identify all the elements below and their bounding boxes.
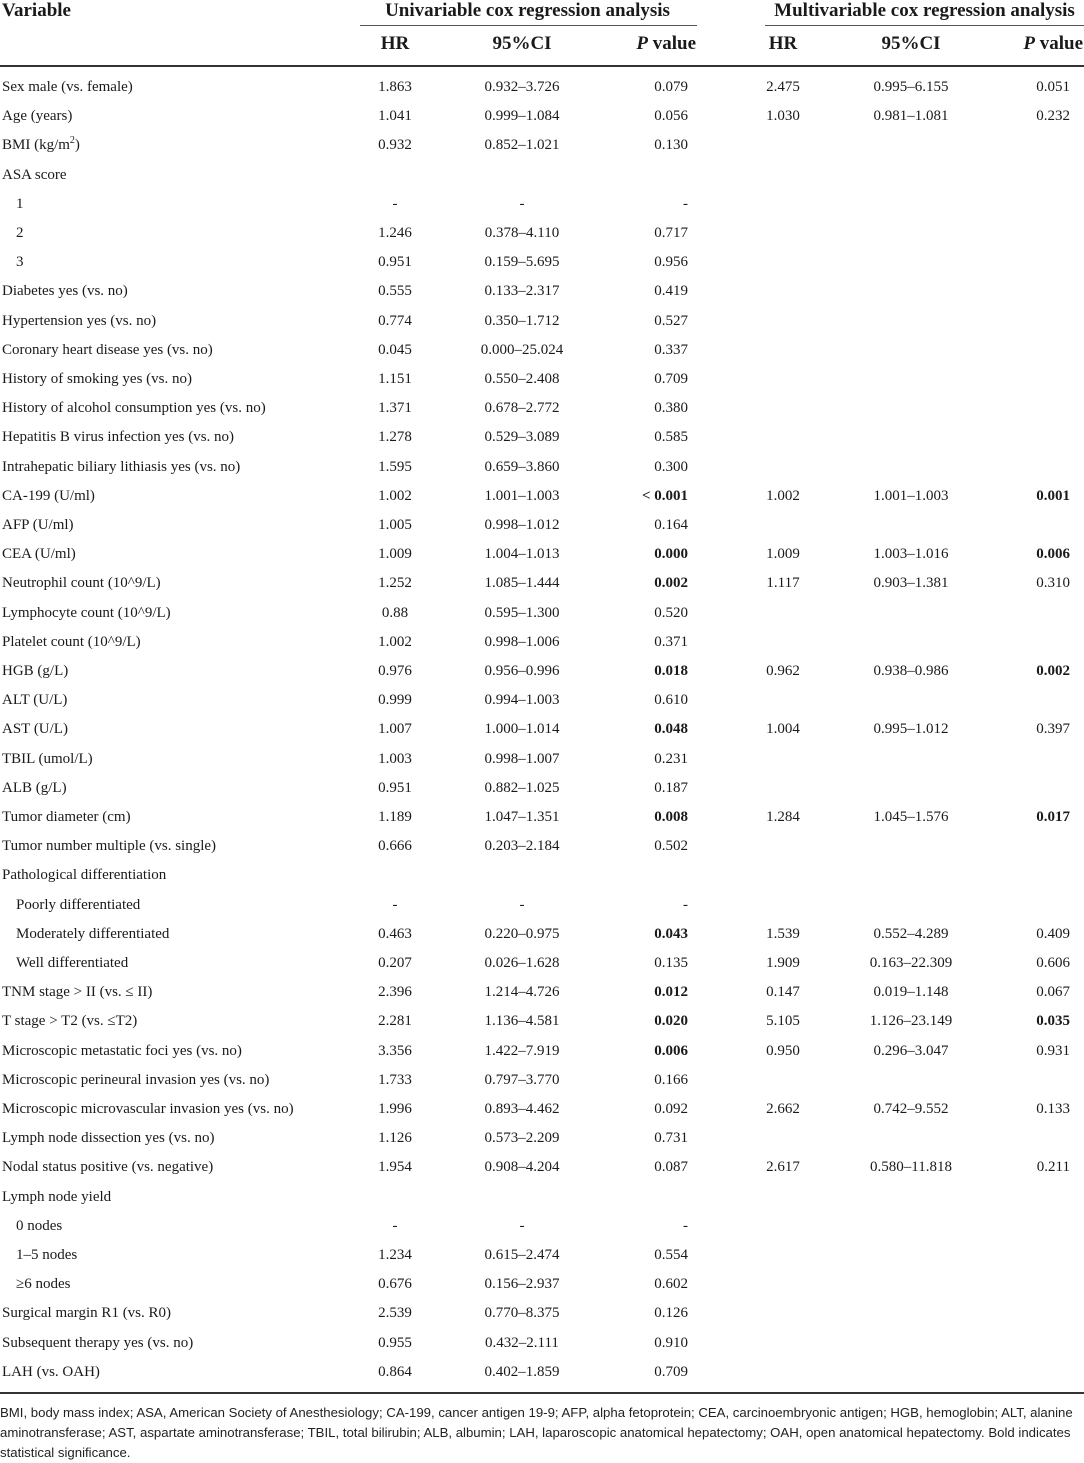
uni-p-cell: - [683, 896, 688, 913]
uni-p-cell: 0.527 [654, 312, 688, 329]
row-label [2, 720, 68, 738]
ci-header-uni: 95%CI [492, 33, 552, 54]
uni-ci-cell: 0.893–4.462 [484, 1101, 560, 1117]
uni-hr-cell: 2.281 [378, 1013, 412, 1030]
row-label [2, 341, 213, 359]
uni-p-cell: 0.043 [654, 925, 688, 942]
row-label-text: T stage > T2 (vs. ≤T2) [2, 1013, 138, 1030]
uni-hr-cell: 0.951 [378, 779, 412, 796]
multi-p-cell: 0.232 [1036, 108, 1070, 125]
row-label [2, 1363, 100, 1381]
uni-ci-cell: 0.998–1.007 [484, 750, 560, 767]
uni-ci-cell: 0.203–2.184 [484, 838, 560, 855]
uni-p-cell: 0.337 [654, 341, 688, 358]
multi-ci-cell: 0.995–1.012 [873, 721, 949, 738]
uni-p-cell: 0.135 [654, 955, 688, 971]
uni-ci-cell: 1.004–1.013 [484, 546, 560, 563]
row-label [2, 1100, 294, 1118]
uni-hr-cell: 0.932 [378, 137, 412, 154]
row-label-text: Microscopic microvascular invasion yes (vs. no) [2, 1101, 294, 1117]
row-label [16, 1275, 70, 1293]
row-label [16, 925, 169, 943]
uni-ci-cell: 0.156–2.937 [484, 1276, 560, 1293]
row-label [2, 808, 131, 826]
row-label-text: Sex male (vs. female) [2, 79, 133, 95]
uni-p-cell: 0.300 [654, 458, 688, 475]
row-label [2, 370, 192, 388]
uni-hr-cell: 1.996 [378, 1101, 412, 1117]
hr-header-uni: HR [380, 33, 410, 54]
uni-hr-cell: 1.126 [378, 1130, 412, 1147]
uni-p-cell: 0.709 [654, 1363, 688, 1380]
uni-hr-cell: 0.774 [378, 312, 412, 329]
univariable-group-header: Univariable cox regression analysis [385, 0, 670, 21]
row-label [2, 633, 141, 651]
uni-p-cell: 0.371 [654, 633, 688, 650]
uni-ci-cell: 1.136–4.581 [484, 1013, 560, 1030]
uni-hr-cell: 2.539 [378, 1305, 412, 1322]
uni-hr-cell: 3.356 [378, 1042, 412, 1059]
multi-p-cell: 0.051 [1036, 79, 1070, 95]
p-rest: value [1034, 33, 1083, 54]
row-label [16, 1217, 62, 1235]
uni-ci-cell: 0.770–8.375 [484, 1305, 560, 1322]
uni-ci-cell: 0.402–1.859 [484, 1363, 560, 1380]
row-label [2, 1304, 171, 1322]
row-label-text: Tumor number multiple (vs. single) [2, 838, 217, 855]
uni-hr-cell: 0.955 [378, 1334, 412, 1351]
row-label-text: Platelet count (10^9/L) [2, 633, 141, 650]
header-bottom-rule [0, 65, 1084, 67]
uni-p-cell: 0.709 [654, 371, 688, 387]
uni-hr-cell: - [392, 1217, 398, 1234]
uni-ci-cell: 0.595–1.300 [484, 604, 560, 621]
uni-hr-cell: 0.999 [378, 692, 412, 709]
multi-p-cell: 0.035 [1036, 1013, 1070, 1030]
uni-p-cell: 0.910 [654, 1334, 688, 1351]
multi-ci-cell: 1.045–1.576 [873, 809, 949, 825]
uni-hr-cell: 1.246 [378, 225, 412, 241]
row-label-text: Poorly differentiated [16, 896, 141, 913]
uni-ci-cell: 0.026–1.628 [484, 955, 560, 971]
row-label-text: 3 [16, 254, 24, 271]
row-label [2, 1042, 242, 1060]
multi-ci-cell: 1.126–23.149 [869, 1013, 953, 1030]
row-label [2, 574, 161, 592]
row-label [2, 1129, 214, 1147]
uni-hr-cell: 1.009 [378, 546, 412, 563]
row-label-text: Intrahepatic biliary lithiasis yes (vs. no) [2, 458, 241, 475]
multi-hr-cell: 0.147 [766, 984, 800, 1001]
uni-p-cell: 0.126 [654, 1305, 688, 1322]
row-label-text: TNM stage > II (vs. ≤ II) [2, 984, 153, 1001]
uni-ci-cell: 0.350–1.712 [484, 312, 560, 329]
row-label-text: TBIL (umol/L) [2, 750, 93, 767]
row-label-text: LAH (vs. OAH) [2, 1363, 100, 1380]
row-label-text: Hypertension yes (vs. no) [2, 312, 157, 329]
table-footnote: BMI, body mass index; ASA, American Society of Anesthesiology; CA-199, cancer antigen 19-9; AFP, alpha fetoprotein; CEA, carcinoembryonic antigen; HGB, hemoglobin; ALT, alanine aminotransferase; AST, aspartate aminotransferase; TBIL, total bilirubin; ALB, albumin; LAH, laparoscopic anatomical hepatectomy; OAH, open anatomical hepatectomy. Bold indicates statistical significance. [0, 1405, 1073, 1460]
row-label-suffix: ) [74, 137, 80, 154]
uni-ci-cell: 0.615–2.474 [484, 1247, 560, 1263]
multi-ci-cell: 0.938–0.986 [873, 663, 949, 679]
multi-p-cell: 0.001 [1036, 487, 1070, 504]
uni-p-cell: 0.056 [654, 108, 688, 125]
uni-ci-cell: 0.159–5.695 [484, 254, 560, 271]
uni-hr-cell: 0.676 [378, 1276, 412, 1293]
multi-hr-cell: 5.105 [766, 1013, 800, 1030]
uni-p-cell: 0.717 [654, 225, 688, 241]
row-label-text: HGB (g/L) [2, 663, 69, 679]
row-label-text: ≥6 nodes [16, 1276, 71, 1293]
multi-hr-cell: 1.009 [766, 546, 800, 563]
uni-hr-cell: 1.151 [378, 371, 412, 387]
multi-ci-cell: 1.003–1.016 [873, 546, 949, 563]
row-label [16, 954, 128, 972]
row-label [2, 1188, 111, 1206]
row-label-text: AFP (U/ml) [2, 517, 74, 533]
row-label [2, 866, 166, 884]
row-label-text: Subsequent therapy yes (vs. no) [2, 1334, 194, 1351]
uni-hr-cell: 0.045 [378, 341, 412, 358]
multi-hr-cell: 1.004 [766, 721, 800, 738]
row-label [2, 428, 234, 446]
hr-header-multi: HR [768, 33, 798, 54]
row-label [2, 1071, 269, 1089]
p-italic: P [636, 33, 648, 54]
row-label [2, 312, 156, 330]
row-label-text: ALT (U/L) [2, 692, 68, 709]
uni-ci-cell: 0.932–3.726 [484, 79, 560, 95]
uni-hr-cell: 1.733 [378, 1071, 412, 1088]
multi-ci-cell: 0.552–4.289 [873, 925, 949, 942]
uni-ci-cell: 0.999–1.084 [484, 108, 560, 125]
uni-p-cell: 0.092 [654, 1101, 688, 1117]
multi-hr-cell: 1.909 [766, 955, 800, 971]
uni-p-cell: 0.000 [654, 546, 688, 563]
uni-hr-cell: 1.041 [378, 108, 412, 125]
uni-ci-cell: 0.529–3.089 [484, 429, 560, 446]
table-bottom-rule [0, 1392, 1084, 1394]
row-label-text: ALB (g/L) [2, 779, 67, 796]
uni-hr-cell: 1.252 [378, 575, 412, 592]
uni-hr-cell: 1.234 [378, 1247, 412, 1263]
uni-hr-cell: 1.371 [378, 400, 412, 417]
uni-p-cell: 0.008 [654, 809, 688, 825]
uni-hr-cell: 0.463 [378, 925, 412, 942]
row-label-text: Lymph node yield [2, 1188, 112, 1205]
row-label-text: 1 [16, 195, 24, 212]
row-label-text: BMI (kg/m [2, 137, 70, 154]
row-label-text: Pathological differentiation [2, 867, 167, 884]
multi-ci-cell: 0.742–9.552 [873, 1101, 949, 1117]
row-label [2, 107, 72, 125]
uni-p-cell: 0.164 [654, 517, 688, 533]
multi-p-cell: 0.409 [1036, 925, 1070, 942]
uni-p-cell: 0.006 [654, 1042, 688, 1059]
row-label [16, 1246, 77, 1264]
uni-p-cell: 0.012 [654, 984, 688, 1001]
row-label [16, 253, 24, 271]
row-label-text: 2 [16, 225, 24, 241]
multi-hr-cell: 2.617 [766, 1159, 800, 1176]
row-label [2, 983, 152, 1001]
uni-ci-cell: 1.000–1.014 [484, 721, 560, 738]
row-label [2, 78, 133, 96]
uni-ci-cell: 0.573–2.209 [484, 1130, 560, 1147]
uni-hr-cell: - [392, 195, 398, 212]
uni-p-cell: 0.380 [654, 400, 688, 417]
uni-hr-cell: 1.007 [378, 721, 412, 738]
uni-hr-cell: 1.954 [378, 1159, 412, 1176]
multi-hr-cell: 1.030 [766, 108, 800, 125]
uni-ci-cell: 0.956–0.996 [484, 663, 560, 679]
uni-p-cell: 0.602 [654, 1276, 688, 1293]
uni-ci-cell: 0.659–3.860 [484, 458, 560, 475]
uni-hr-cell: 1.189 [378, 809, 412, 825]
row-label [2, 399, 266, 417]
row-label [16, 224, 24, 242]
row-label [2, 166, 67, 184]
uni-p-cell: 0.585 [654, 429, 688, 446]
row-label-text: Diabetes yes (vs. no) [2, 283, 128, 300]
uni-ci-cell: 0.998–1.006 [484, 633, 560, 650]
row-label [2, 837, 216, 855]
uni-ci-cell: 0.852–1.021 [484, 137, 560, 154]
row-label-text: History of smoking yes (vs. no) [2, 371, 192, 387]
multi-p-cell: 0.006 [1036, 546, 1070, 563]
uni-ci-cell: 0.882–1.025 [484, 779, 560, 796]
row-label [2, 516, 74, 534]
row-label [2, 662, 68, 680]
multivariable-group-header: Multivariable cox regression analysis [774, 0, 1075, 21]
uni-hr-cell: 0.666 [378, 838, 412, 855]
uni-p-cell: 0.231 [654, 750, 688, 767]
row-label-text: History of alcohol consumption yes (vs. no) [2, 400, 266, 417]
uni-ci-cell: 0.378–4.110 [484, 225, 560, 241]
row-label-text: Microscopic metastatic foci yes (vs. no) [2, 1042, 242, 1059]
uni-ci-cell: 1.085–1.444 [484, 575, 560, 592]
uni-ci-cell: 1.214–4.726 [484, 984, 560, 1001]
multi-p-cell: 0.310 [1036, 575, 1070, 592]
uni-hr-cell: 2.396 [378, 984, 412, 1001]
row-label [2, 779, 67, 797]
uni-hr-cell: 0.88 [381, 604, 409, 621]
row-label [2, 750, 93, 768]
multi-hr-cell: 0.962 [766, 663, 800, 679]
row-label [2, 282, 128, 300]
uni-p-cell: - [683, 1217, 688, 1234]
row-label-text: CEA (U/ml) [2, 546, 76, 563]
multi-p-cell: 0.211 [1036, 1159, 1070, 1176]
multi-hr-cell: 1.117 [766, 575, 800, 592]
multi-ci-cell: 0.981–1.081 [873, 108, 949, 125]
multi-ci-cell: 1.001–1.003 [873, 487, 949, 504]
uni-ci-cell: - [519, 1217, 525, 1234]
row-label [16, 195, 24, 213]
uni-ci-cell: 0.678–2.772 [484, 400, 560, 417]
multi-ci-cell: 0.995–6.155 [873, 79, 949, 95]
multi-hr-cell: 1.284 [766, 809, 800, 825]
row-label-text: ASA score [2, 166, 67, 183]
row-label-text: Moderately differentiated [16, 925, 170, 942]
row-label-text: Hepatitis B virus infection yes (vs. no) [2, 429, 235, 446]
uni-p-cell: - [683, 195, 688, 212]
uni-hr-cell: 0.207 [378, 955, 412, 971]
uni-ci-cell: 1.422–7.919 [484, 1042, 560, 1059]
row-label [2, 604, 171, 622]
row-label-text: Nodal status positive (vs. negative) [2, 1159, 214, 1176]
row-label [2, 458, 240, 476]
row-label-text: Surgical margin R1 (vs. R0) [2, 1305, 172, 1322]
p-header-multi [985, 33, 1083, 55]
uni-hr-cell: - [392, 896, 398, 913]
row-label-text: Neutrophil count (10^9/L) [2, 575, 161, 592]
multi-p-cell: 0.397 [1036, 721, 1070, 738]
uni-ci-cell: 0.908–4.204 [484, 1159, 560, 1176]
multi-hr-cell: 2.662 [766, 1101, 800, 1117]
multi-hr-cell: 1.539 [766, 925, 800, 942]
uni-ci-cell: - [519, 195, 525, 212]
row-label [2, 1012, 137, 1030]
row-label [2, 1158, 213, 1176]
row-label-text: Coronary heart disease yes (vs. no) [2, 341, 213, 358]
multi-ci-cell: 0.580–11.818 [870, 1159, 952, 1176]
uni-ci-cell: 0.797–3.770 [484, 1071, 560, 1088]
row-label-text: Tumor diameter (cm) [2, 809, 131, 825]
uni-ci-cell: 1.001–1.003 [484, 487, 560, 504]
p-italic: P [1023, 33, 1035, 54]
uni-p-cell: 0.079 [654, 79, 688, 95]
uni-p-cell: 0.502 [654, 838, 688, 855]
row-label-text: Age (years) [2, 108, 73, 125]
uni-p-cell: 0.554 [654, 1247, 688, 1263]
uni-ci-cell: - [519, 896, 525, 913]
uni-p-cell: 0.187 [654, 779, 688, 796]
uni-ci-cell: 0.432–2.111 [485, 1334, 559, 1351]
multi-p-cell: 0.002 [1036, 663, 1070, 679]
uni-hr-cell: 1.278 [378, 429, 412, 446]
uni-hr-cell: 0.864 [378, 1363, 412, 1380]
uni-hr-cell: 1.005 [378, 517, 412, 533]
row-label [16, 896, 140, 914]
uni-p-cell: 0.020 [654, 1013, 688, 1030]
uni-hr-cell: 1.863 [378, 79, 412, 95]
row-label [2, 487, 95, 505]
row-label-text: Lymph node dissection yes (vs. no) [2, 1130, 215, 1147]
uni-p-cell: 0.048 [654, 721, 688, 738]
ci-header-multi: 95%CI [881, 33, 941, 54]
row-label-text: Microscopic perineural invasion yes (vs. no) [2, 1071, 270, 1088]
uni-hr-cell: 1.595 [378, 458, 412, 475]
uni-p-cell: 0.731 [654, 1130, 688, 1147]
multi-ci-cell: 0.903–1.381 [873, 575, 949, 592]
multi-ci-cell: 0.163–22.309 [869, 955, 953, 971]
row-label-superscript: 2 [69, 135, 75, 147]
uni-p-cell: 0.087 [654, 1159, 688, 1176]
uni-ci-cell: 0.998–1.012 [484, 517, 560, 533]
multi-p-cell: 0.067 [1036, 984, 1070, 1001]
uni-ci-cell: 1.047–1.351 [484, 809, 560, 825]
multi-p-cell: 0.017 [1036, 809, 1070, 825]
multivariable-underline [765, 25, 1084, 26]
p-header-uni [600, 33, 696, 55]
row-label-text: CA-199 (U/ml) [2, 487, 95, 504]
uni-hr-cell: 0.951 [378, 254, 412, 271]
uni-ci-cell: 0.550–2.408 [484, 371, 560, 387]
row-label [2, 136, 80, 154]
row-label-text: Lymphocyte count (10^9/L) [2, 604, 171, 621]
multi-hr-cell: 0.950 [766, 1042, 800, 1059]
uni-p-cell: 0.166 [654, 1071, 688, 1088]
multi-p-cell: 0.606 [1036, 955, 1070, 971]
uni-ci-cell: 0.220–0.975 [484, 925, 560, 942]
row-label-text: AST (U/L) [2, 721, 68, 738]
uni-p-cell: < 0.001 [641, 487, 688, 504]
uni-hr-cell: 1.002 [378, 633, 412, 650]
uni-p-cell: 0.018 [654, 663, 688, 679]
uni-p-cell: 0.130 [654, 137, 688, 154]
multi-ci-cell: 0.019–1.148 [873, 984, 949, 1001]
row-label [2, 545, 76, 563]
uni-p-cell: 0.956 [654, 254, 688, 271]
uni-hr-cell: 1.003 [378, 750, 412, 767]
multi-ci-cell: 0.296–3.047 [873, 1042, 949, 1059]
variable-header: Variable [2, 0, 71, 21]
row-label [2, 691, 67, 709]
row-label [2, 1334, 193, 1352]
multi-p-cell: 0.133 [1036, 1101, 1070, 1117]
uni-hr-cell: 0.555 [378, 283, 412, 300]
uni-p-cell: 0.002 [654, 575, 688, 592]
uni-p-cell: 0.419 [654, 283, 688, 300]
multi-hr-cell: 1.002 [766, 487, 800, 504]
multi-hr-cell: 2.475 [766, 79, 800, 95]
p-rest: value [647, 33, 696, 54]
univariable-underline [360, 25, 697, 26]
uni-hr-cell: 1.002 [378, 487, 412, 504]
uni-hr-cell: 0.976 [378, 663, 412, 679]
uni-ci-cell: 0.994–1.003 [484, 692, 560, 709]
uni-ci-cell: 0.133–2.317 [484, 283, 560, 300]
uni-p-cell: 0.610 [654, 692, 688, 709]
uni-ci-cell: 0.000–25.024 [480, 341, 564, 358]
multi-p-cell: 0.931 [1036, 1042, 1070, 1059]
row-label-text: 0 nodes [16, 1217, 63, 1234]
row-label-text: Well differentiated [16, 955, 129, 971]
row-label-text: 1–5 nodes [16, 1247, 78, 1263]
uni-p-cell: 0.520 [654, 604, 688, 621]
